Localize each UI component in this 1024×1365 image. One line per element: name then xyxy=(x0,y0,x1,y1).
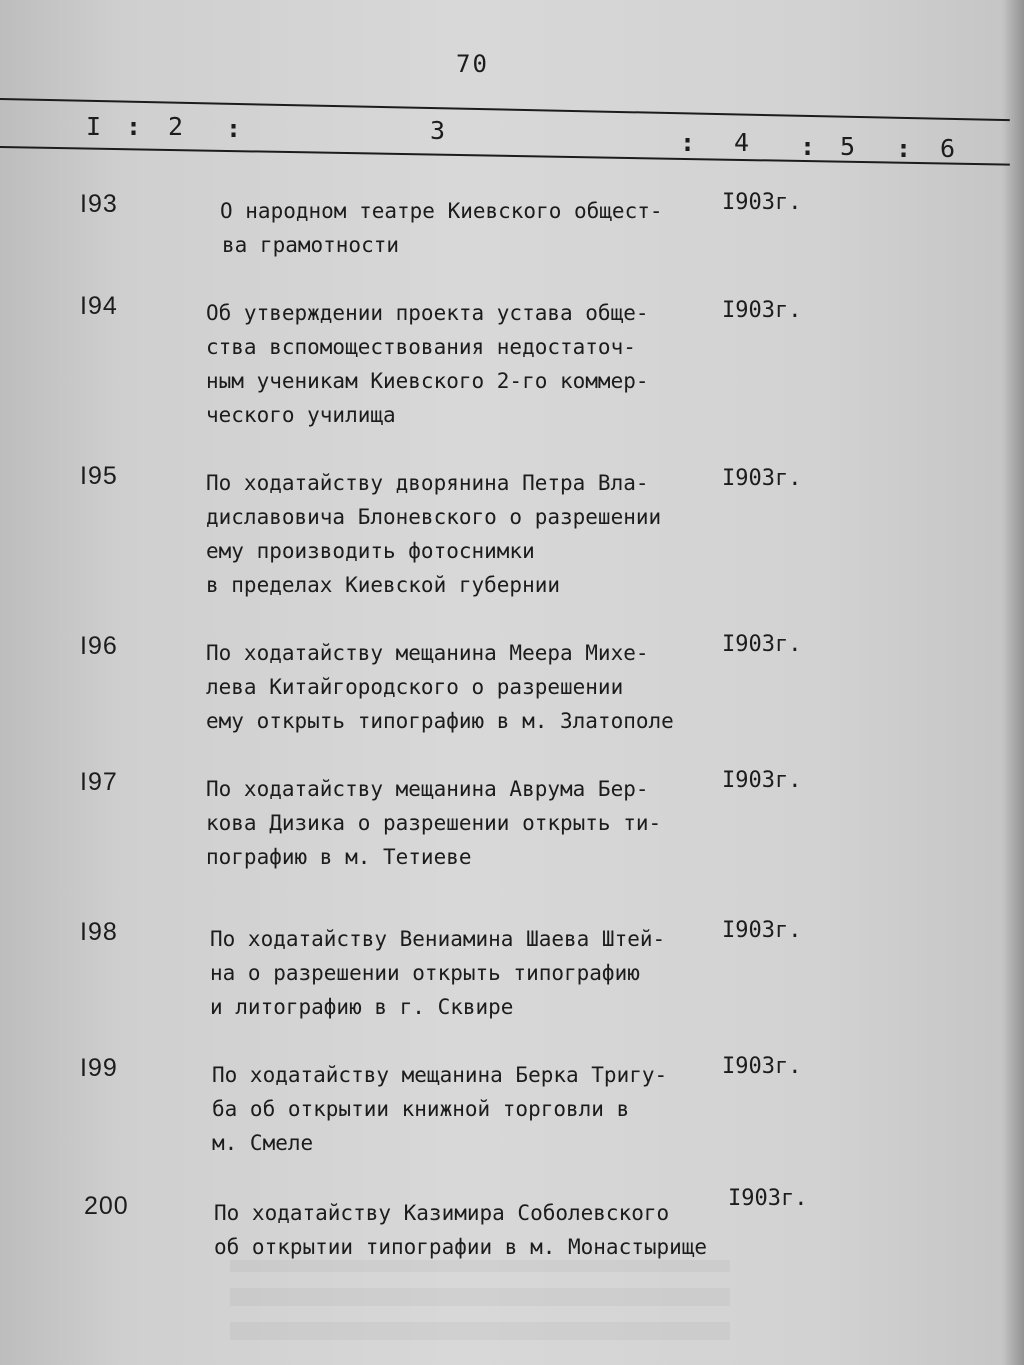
entry-line: ческого училища xyxy=(206,403,396,427)
entry-number: I95 xyxy=(80,462,118,490)
entry-number: 200 xyxy=(84,1192,129,1220)
entry-line: в пределах Киевской губернии xyxy=(206,573,561,597)
entry-line: лева Китайгородского о разрешении xyxy=(206,675,624,699)
entry-line: ва грамотности xyxy=(222,233,400,257)
column-header-2: 2 xyxy=(168,112,184,141)
bleed-through-texture xyxy=(230,1260,730,1340)
entry-line: об открытии типографии в м. Монастырище xyxy=(214,1235,708,1259)
entry-description xyxy=(206,296,736,432)
entry-line: По ходатайству мещанина Меера Михе- xyxy=(206,641,649,665)
entry-description xyxy=(206,466,736,602)
column-separator: : xyxy=(680,128,696,157)
entry-line: ства вспомоществования недостаточ- xyxy=(206,335,636,359)
column-header-4: 4 xyxy=(734,128,750,157)
entry-year: I903г. xyxy=(722,632,802,657)
entry-line: ему производить фотоснимки xyxy=(206,539,535,563)
entry-year: I903г. xyxy=(722,298,802,323)
column-separator: : xyxy=(800,132,816,161)
entry-number: I99 xyxy=(80,1054,118,1082)
entry-line: По ходатайству мещанина Берка Тригу- xyxy=(212,1063,668,1087)
entry-number: I97 xyxy=(80,768,118,796)
entry-line: Об утверждении проекта устава обще- xyxy=(206,301,649,325)
entry-line: По ходатайству мещанина Аврума Бер- xyxy=(206,777,649,801)
entry-line: ба об открытии книжной торговли в xyxy=(212,1097,630,1121)
entry-number: I96 xyxy=(80,632,118,660)
entry-year: I903г. xyxy=(728,1186,808,1211)
table-header-rule xyxy=(0,146,1010,166)
entry-line: пографию в м. Тетиеве xyxy=(206,845,472,869)
entry-line: диславовича Блоневского о разрешении xyxy=(206,505,662,529)
entry-line: и литографию в г. Сквире xyxy=(210,995,514,1019)
column-header-1: I xyxy=(86,112,102,141)
entry-line: ему открыть типографию в м. Златополе xyxy=(206,709,674,733)
entry-description xyxy=(206,772,736,874)
column-header-5: 5 xyxy=(840,132,856,161)
entry-line: на о разрешении открыть типографию xyxy=(210,961,640,985)
entry-year: I903г. xyxy=(722,918,802,943)
entry-description xyxy=(212,1058,742,1160)
entry-year: I903г. xyxy=(722,466,802,491)
column-header-6: 6 xyxy=(940,134,956,163)
column-separator: : xyxy=(126,112,142,141)
column-header-3: 3 xyxy=(430,116,446,145)
page-number: 70 xyxy=(456,50,489,78)
entry-year: I903г. xyxy=(722,768,802,793)
table-top-rule xyxy=(0,98,1010,121)
entry-line: ным ученикам Киевского 2-го коммер- xyxy=(206,369,649,393)
entry-description xyxy=(214,1196,744,1264)
entry-line: По ходатайству Казимира Соболевского xyxy=(214,1201,670,1225)
entry-description xyxy=(220,194,750,262)
entry-line: По ходатайству дворянина Петра Вла- xyxy=(206,471,649,495)
page-edge-shadow xyxy=(1002,0,1024,1365)
entry-description xyxy=(210,922,740,1024)
entry-line: О народном театре Киевского общест- xyxy=(220,199,663,223)
column-separator: : xyxy=(226,114,242,143)
column-separator: : xyxy=(896,134,912,163)
entry-line: м. Смеле xyxy=(212,1131,314,1155)
entry-year: I903г. xyxy=(722,190,802,215)
entry-number: I94 xyxy=(80,292,118,320)
entry-line: По ходатайству Вениамина Шаева Штей- xyxy=(210,927,666,951)
entry-year: I903г. xyxy=(722,1054,802,1079)
entry-line: кова Дизика о разрешении открыть ти- xyxy=(206,811,662,835)
entry-number: I93 xyxy=(80,190,118,218)
entry-description xyxy=(206,636,736,738)
entry-number: I98 xyxy=(80,918,118,946)
